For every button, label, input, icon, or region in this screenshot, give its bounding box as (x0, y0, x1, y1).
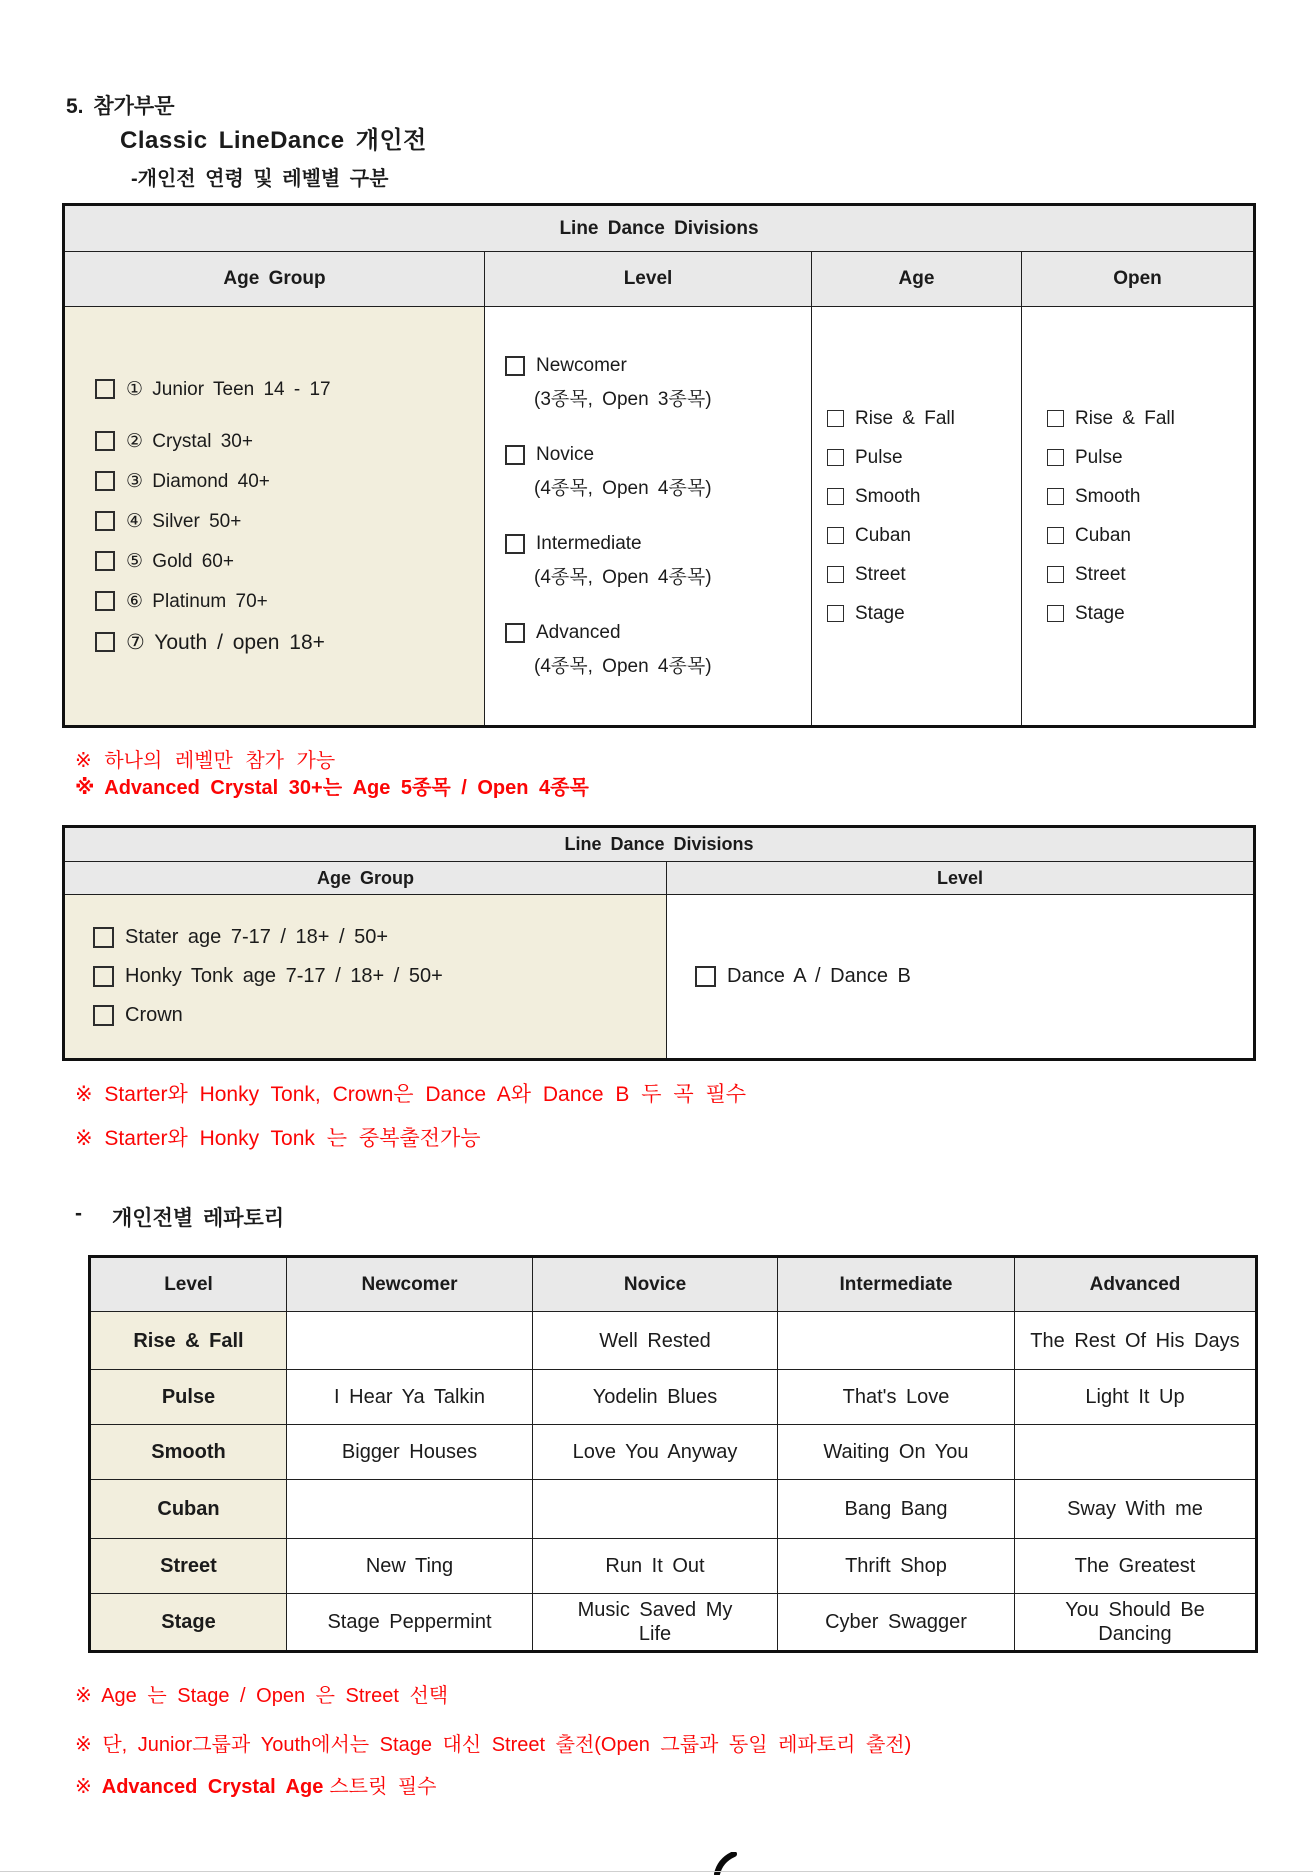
style-label: Cuban (1075, 524, 1131, 546)
age-group-option (95, 590, 484, 613)
style-label: Smooth (1075, 485, 1141, 507)
table1-age-styles-cell (812, 307, 1022, 727)
song-cell: Love You Anyway (533, 1425, 778, 1480)
table1-header-age: Age (812, 252, 1022, 307)
level-label: Dance A / Dance B (727, 965, 911, 987)
age-group-option (95, 630, 484, 655)
table2-title: Line Dance Divisions (64, 827, 1255, 862)
checkbox-icon[interactable] (95, 591, 115, 611)
note-marker: ※ (75, 1776, 92, 1798)
age-style-option (827, 564, 1021, 586)
row-level-label: Pulse (90, 1370, 287, 1425)
song-cell: Bigger Houses (287, 1425, 533, 1480)
checkbox-icon[interactable] (1047, 566, 1064, 583)
age-group-option (93, 965, 666, 988)
section-heading: 5. 참가부문 (66, 95, 175, 118)
open-style-option (1047, 564, 1253, 586)
age-style-option (827, 486, 1021, 508)
checkbox-icon[interactable] (505, 445, 525, 465)
level-option (505, 533, 811, 589)
song-cell: That's Love (778, 1370, 1015, 1425)
song-cell (287, 1312, 533, 1370)
age-group-label: ④ Silver 50+ (126, 510, 242, 532)
footer-note-advanced-crystal (75, 1770, 437, 1799)
song-cell: Bang Bang (778, 1480, 1015, 1539)
open-style-option (1047, 525, 1253, 547)
song-cell: Well Rested (533, 1312, 778, 1370)
table-row (90, 1370, 1257, 1425)
heading-label: 개인전별 레파토리 (112, 1207, 285, 1230)
checkbox-icon[interactable] (95, 431, 115, 451)
repertoire-heading (75, 1202, 284, 1232)
line-dance-divisions-table-2 (62, 825, 1256, 1061)
style-label: Smooth (855, 485, 921, 507)
open-style-option (1047, 603, 1253, 625)
song-cell: Sway With me (1015, 1480, 1257, 1539)
table3-header-intermediate: Intermediate (778, 1257, 1015, 1312)
doc-subtitle: -개인전 연령 및 레벨별 구분 (131, 168, 389, 190)
table1-level-cell (485, 307, 812, 727)
open-style-option (1047, 408, 1253, 430)
song-cell (1015, 1594, 1257, 1652)
song-cell: The Rest Of His Days (1015, 1312, 1257, 1370)
level-label: Novice (536, 443, 595, 465)
age-group-option (93, 1004, 666, 1027)
checkbox-icon[interactable] (827, 527, 844, 544)
checkbox-icon[interactable] (95, 379, 115, 399)
footer-note-junior-youth: ※ 단, Junior그룹과 Youth에서는 Stage 대신 Street 출전(Open 그룹과 동일 레파토리 출전) (75, 1734, 912, 1756)
table3-header-newcomer: Newcomer (287, 1257, 533, 1312)
song-cell: Thrift Shop (778, 1539, 1015, 1594)
table1-header-open: Open (1022, 252, 1255, 307)
song-cell (778, 1312, 1015, 1370)
age-style-option (827, 525, 1021, 547)
table3-header-level: Level (90, 1257, 287, 1312)
table3-header-novice: Novice (533, 1257, 778, 1312)
checkbox-icon[interactable] (95, 471, 115, 491)
checkbox-icon[interactable] (827, 566, 844, 583)
song-cell (1015, 1425, 1257, 1480)
song-cell: Stage Peppermint (287, 1594, 533, 1652)
open-style-option (1047, 486, 1253, 508)
age-group-label: Honky Tonk age 7-17 / 18+ / 50+ (125, 965, 443, 987)
table-row (90, 1425, 1257, 1480)
checkbox-icon[interactable] (827, 449, 844, 466)
age-group-label: ⑤ Gold 60+ (126, 550, 234, 572)
footer-note-age-open: ※ Age 는 Stage / Open 은 Street 선택 (75, 1685, 449, 1707)
table2-level-cell (667, 895, 1255, 1060)
row-level-label: Cuban (90, 1480, 287, 1539)
age-group-option (95, 510, 484, 533)
checkbox-icon[interactable] (93, 927, 114, 948)
table1-header-age-group: Age Group (64, 252, 485, 307)
checkbox-icon[interactable] (95, 511, 115, 531)
level-label: Intermediate (536, 532, 642, 554)
age-group-option (95, 378, 484, 401)
checkbox-icon[interactable] (695, 966, 716, 987)
level-label: Advanced (536, 621, 621, 643)
style-label: Rise & Fall (855, 407, 955, 429)
checkbox-icon[interactable] (505, 534, 525, 554)
checkbox-icon[interactable] (505, 356, 525, 376)
level-detail: (4종목, Open 4종목) (534, 655, 712, 677)
table1-age-group-cell (64, 307, 485, 727)
age-group-label: Stater age 7-17 / 18+ / 50+ (125, 926, 389, 948)
age-group-option (95, 430, 484, 453)
row-level-label: Rise & Fall (90, 1312, 287, 1370)
table2-header-age-group: Age Group (64, 862, 667, 895)
doc-title: Classic LineDance 개인전 (120, 127, 427, 154)
age-group-label: ① Junior Teen 14 - 17 (126, 378, 331, 400)
checkbox-icon[interactable] (95, 632, 115, 652)
row-level-label: Street (90, 1539, 287, 1594)
note-advanced-crystal: ※ Advanced Crystal 30+는 Age 5종목 / Open 4종목 (75, 777, 589, 799)
checkbox-icon[interactable] (93, 966, 114, 987)
age-group-option (95, 550, 484, 573)
age-group-option (95, 470, 484, 493)
note-one-level-only: ※ 하나의 레벨만 참가 가능 (75, 750, 336, 772)
song-title: You Should Be Dancing (1065, 1599, 1205, 1645)
table1-open-styles-cell (1022, 307, 1255, 727)
checkbox-icon[interactable] (505, 623, 525, 643)
song-cell (533, 1480, 778, 1539)
style-label: Stage (855, 602, 905, 624)
checkbox-icon[interactable] (95, 551, 115, 571)
level-detail: (3종목, Open 3종목) (534, 388, 712, 410)
song-cell: Light It Up (1015, 1370, 1257, 1425)
age-group-label: Crown (125, 1004, 183, 1026)
checkbox-icon[interactable] (827, 410, 844, 427)
note-dance-ab-required: ※ Starter와 Honky Tonk, Crown은 Dance A와 Dance B 두 곡 필수 (75, 1083, 747, 1106)
heading-dash: - (75, 1202, 82, 1225)
page-edge-divider (0, 1871, 1313, 1872)
table2-age-group-cell (64, 895, 667, 1060)
song-cell: Run It Out (533, 1539, 778, 1594)
table-row (90, 1312, 1257, 1370)
level-detail: (4종목, Open 4종목) (534, 566, 712, 588)
checkbox-icon[interactable] (827, 605, 844, 622)
age-group-label: ③ Diamond 40+ (126, 470, 270, 492)
style-label: Street (855, 563, 906, 585)
note-duplicate-entry: ※ Starter와 Honky Tonk 는 중복출전가능 (75, 1127, 481, 1150)
song-cell: The Greatest (1015, 1539, 1257, 1594)
table-row (90, 1539, 1257, 1594)
checkbox-icon[interactable] (1047, 488, 1064, 505)
age-group-label: ⑦ Youth / open 18+ (126, 630, 325, 654)
checkbox-icon[interactable] (1047, 527, 1064, 544)
table2-header-level: Level (667, 862, 1255, 895)
checkbox-icon[interactable] (1047, 449, 1064, 466)
age-style-option (827, 408, 1021, 430)
level-option (505, 355, 811, 411)
open-style-option (1047, 447, 1253, 469)
line-dance-divisions-table-1 (62, 203, 1256, 728)
note-bold-part: Advanced Crystal Age (101, 1776, 324, 1798)
checkbox-icon[interactable] (1047, 410, 1064, 427)
checkbox-icon[interactable] (93, 1005, 114, 1026)
level-option (505, 622, 811, 678)
song-cell: Waiting On You (778, 1425, 1015, 1480)
table1-title: Line Dance Divisions (64, 205, 1255, 252)
note-rest-part: 스트릿 필수 (329, 1776, 437, 1798)
row-level-label: Smooth (90, 1425, 287, 1480)
table3-header-advanced: Advanced (1015, 1257, 1257, 1312)
song-cell: Cyber Swagger (778, 1594, 1015, 1652)
style-label: Pulse (855, 446, 903, 468)
checkbox-icon[interactable] (827, 488, 844, 505)
song-cell: New Ting (287, 1539, 533, 1594)
song-cell (533, 1594, 778, 1652)
row-level-label: Stage (90, 1594, 287, 1652)
style-label: Rise & Fall (1075, 407, 1175, 429)
age-group-option (93, 926, 666, 949)
level-label: Newcomer (536, 354, 627, 376)
age-style-option (827, 603, 1021, 625)
checkbox-icon[interactable] (1047, 605, 1064, 622)
song-title: Music Saved My Life (577, 1599, 733, 1645)
age-style-option (827, 447, 1021, 469)
table1-header-level: Level (485, 252, 812, 307)
table-row (90, 1594, 1257, 1652)
repertoire-table (88, 1255, 1258, 1653)
level-option (695, 965, 1253, 988)
age-group-label: ⑥ Platinum 70+ (126, 590, 268, 612)
song-cell (287, 1480, 533, 1539)
table-row (90, 1480, 1257, 1539)
style-label: Street (1075, 563, 1126, 585)
level-option (505, 444, 811, 500)
style-label: Cuban (855, 524, 911, 546)
age-group-label: ② Crystal 30+ (126, 430, 253, 452)
style-label: Pulse (1075, 446, 1123, 468)
level-detail: (4종목, Open 4종목) (534, 477, 712, 499)
style-label: Stage (1075, 602, 1125, 624)
song-cell: I Hear Ya Talkin (287, 1370, 533, 1425)
song-cell: Yodelin Blues (533, 1370, 778, 1425)
